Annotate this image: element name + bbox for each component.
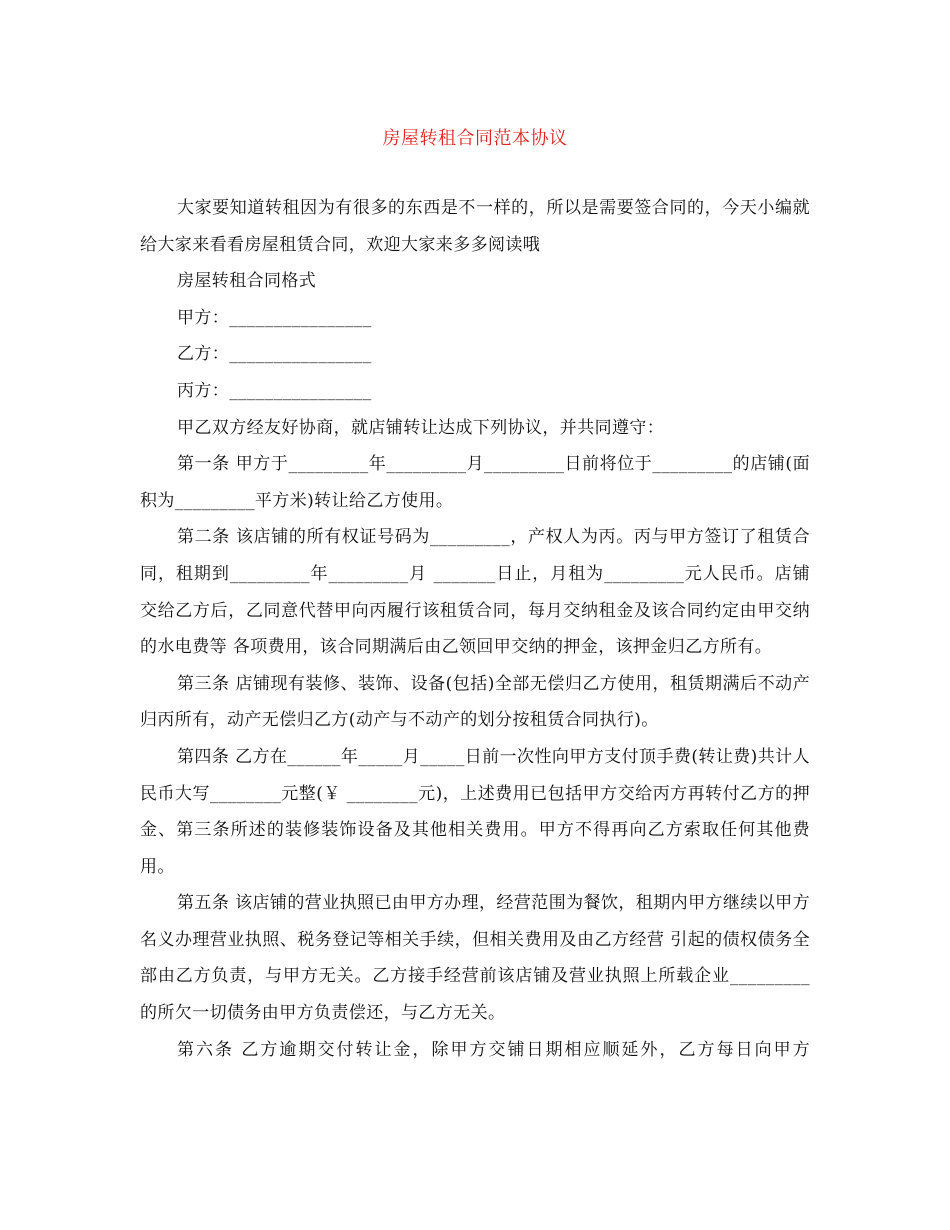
agreement-preamble: 甲乙双方经友好协商，就店铺转让达成下列协议，并共同遵守： bbox=[177, 417, 665, 438]
clause-3: 第三条 店铺现有装修、装饰、设备(包括)全部无偿归乙方使用，租赁期满后不动产归丙所有，动产无偿归乙方(动产与不动产的划分按租赁合同执行)。 bbox=[140, 673, 810, 731]
clause-1: 第一条 甲方于_________年_________月_________日前将位于_________的店铺(面积为_________平方米)转让给乙方使用。 bbox=[140, 454, 810, 511]
party-c-line: 丙方：________________ bbox=[177, 380, 372, 401]
clause-6: 第六条 乙方逾期交付转让金，除甲方交铺日期相应顺延外，乙方每日向甲方 bbox=[177, 1039, 810, 1060]
clause-4: 第四条 乙方在______年_____月_____日前一次性向甲方支付顶手费(转让费)共计人民币大写________元整(￥ ________元)，上述费用已包括甲方交给丙方再转付乙方的押金、第三条所述的装修装饰设备及其他相关费用。甲方不得再向乙方索取任何其他费用。 bbox=[140, 746, 810, 877]
party-b-line: 乙方：________________ bbox=[177, 344, 372, 365]
party-a-line: 甲方：________________ bbox=[177, 307, 372, 328]
intro-paragraph: 大家要知道转租因为有很多的东西是不一样的，所以是需要签合同的，今天小编就给大家来看看房屋租赁合同，欢迎大家来多多阅读哦 bbox=[140, 198, 810, 255]
section-heading: 房屋转租合同格式 bbox=[177, 271, 317, 292]
document-body bbox=[140, 190, 810, 1068]
clause-2: 第二条 该店铺的所有权证号码为_________，产权人为丙。丙与甲方签订了租赁合同，租期到_________年_________月 _______日止，月租为_________元人民币。店铺交给乙方后，乙同意代替甲向丙履行该租赁合同，每月交纳租金及该合同约定由甲交纳的水电费等 各项费用，该合同期满后由乙领回甲交纳的押金，该押金归乙方所有。 bbox=[140, 527, 810, 658]
clause-5: 第五条 该店铺的营业执照已由甲方办理，经营范围为餐饮，租期内甲方继续以甲方名义办理营业执照、税务登记等相关手续，但相关费用及由乙方经营 引起的债权债务全部由乙方负责，与甲方无关。乙方接手经营前该店铺及营业执照上所载企业_________的所欠一切债务由甲方负责偿还，与乙方无关。 bbox=[140, 893, 810, 1024]
document-title: 房屋转租合同范本协议 bbox=[382, 128, 568, 149]
